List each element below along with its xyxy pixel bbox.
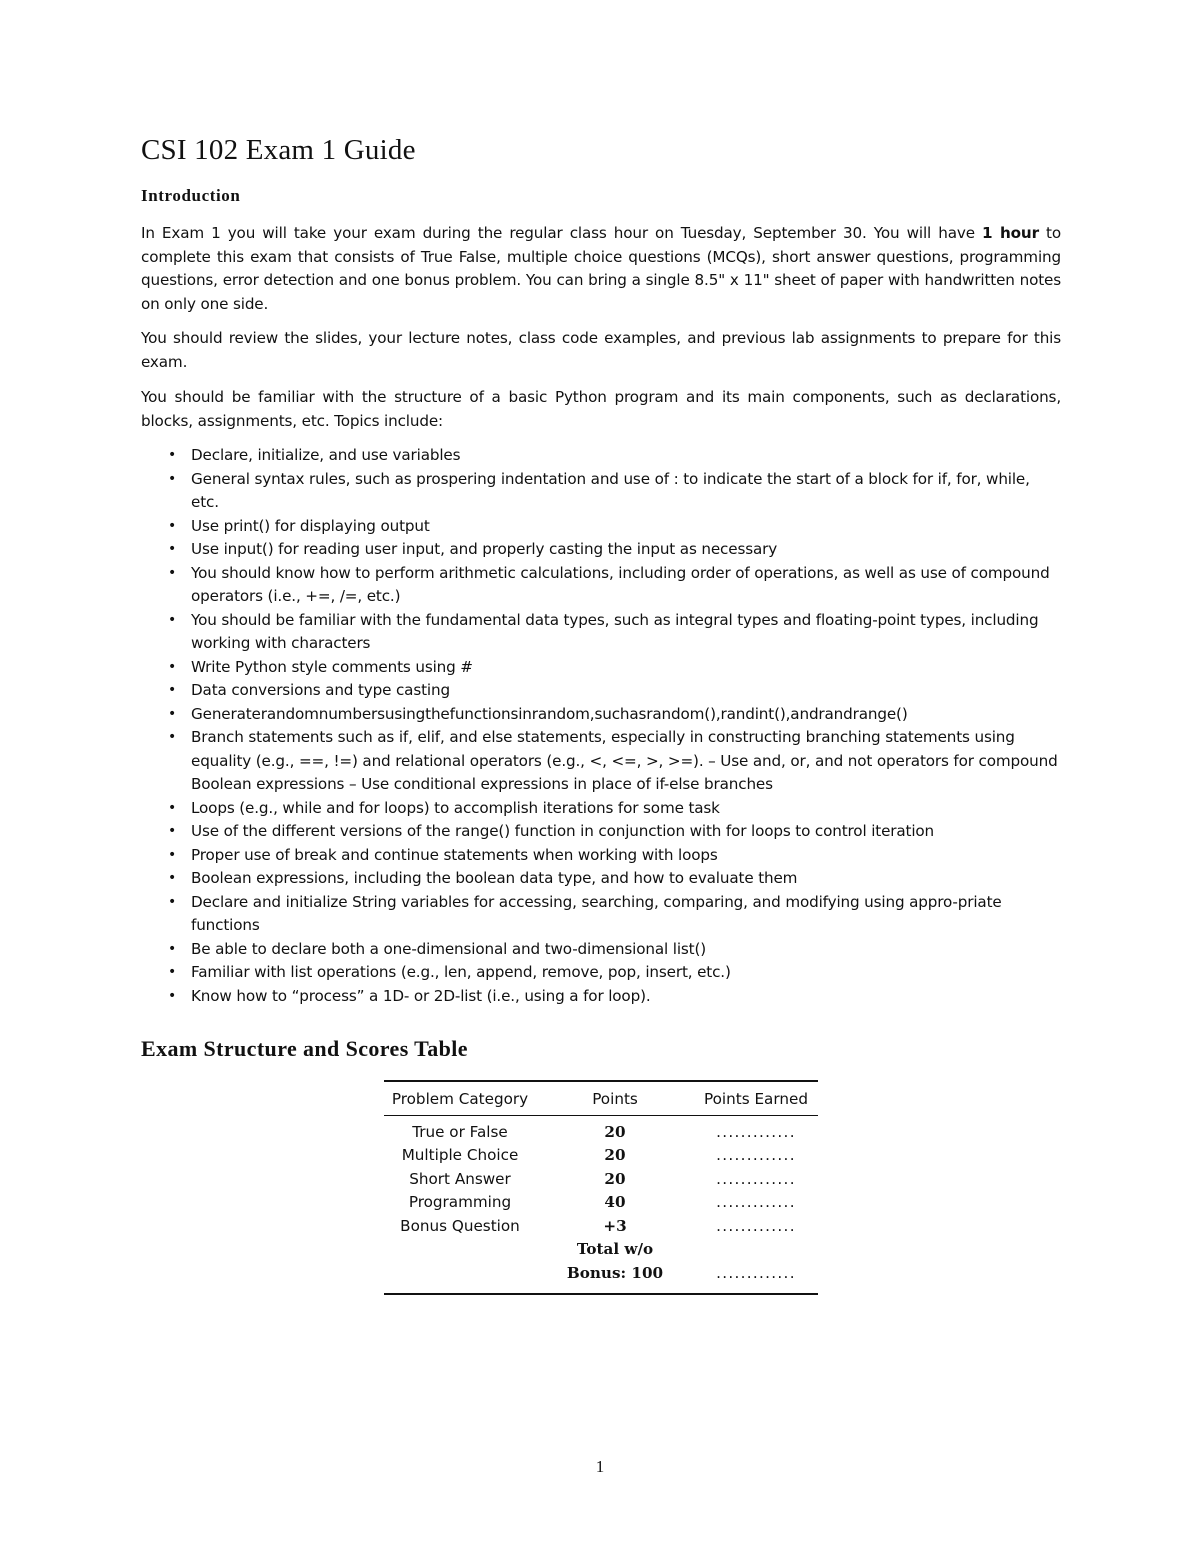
bullet-icon: • (168, 541, 177, 557)
topic-text: Proper use of break and continue statements when working with loops (191, 845, 718, 864)
table-header-row (384, 1081, 818, 1116)
bullet-icon: • (168, 705, 177, 722)
topic-text: Write Python style comments using # (191, 657, 473, 676)
table-row (384, 1167, 818, 1191)
topic-item (141, 703, 1061, 727)
empty-cell (384, 1261, 536, 1294)
bullet-icon: • (168, 823, 177, 839)
column-header-earned: Points Earned (694, 1081, 818, 1116)
topic-text: Generaterandomnumbersusingthefunctionsinrandom,suchasrandom(),randint(),andrandrange() (191, 704, 908, 723)
topic-item (141, 468, 1061, 515)
category-cell: Programming (408, 1193, 512, 1212)
category-cell: Multiple Choice (401, 1146, 519, 1165)
topic-text: Declare, initialize, and use variables (191, 446, 461, 464)
total-label-cell: Total w/o (576, 1240, 654, 1259)
page-number: 1 (595, 1457, 605, 1476)
column-header-category: Problem Category (384, 1081, 536, 1116)
points-cell: +3 (603, 1216, 627, 1235)
points-cell: 40 (604, 1193, 626, 1212)
topic-text: Branch statements such as if, elif, and else statements, especially in constructing branching statements using equality (e.g., ==, !=) and relational operators (e.g., <, <=, >, >=). – Use and, or, and not operators for compound Boolean expressions – Use conditional expressions in place of if-else branches (191, 728, 1058, 793)
earned-cell: ............. (716, 1193, 796, 1212)
introduction-heading: Introduction (141, 186, 241, 205)
topic-text: General syntax rules, such as prospering indentation and use of : to indicate the start of a block for if, for, while, etc. (191, 469, 1030, 511)
topic-item (141, 515, 1061, 539)
intro-paragraph (141, 222, 1061, 316)
topic-text: Be able to declare both a one-dimensional and two-dimensional list() (191, 939, 707, 958)
bullet-icon: • (168, 658, 177, 675)
bullet-icon: • (168, 470, 177, 487)
bullet-icon: • (168, 964, 177, 980)
topic-item (141, 562, 1061, 609)
earned-cell: ............. (716, 1216, 796, 1235)
earned-cell: ............. (716, 1169, 796, 1188)
category-cell: Bonus Question (400, 1216, 520, 1235)
topic-text: You should be familiar with the fundamental data types, such as integral types and floating-point types, including working with characters (191, 610, 1039, 652)
topic-item (141, 609, 1061, 656)
bullet-icon: • (168, 870, 177, 886)
empty-cell (384, 1238, 536, 1262)
bullet-icon: • (168, 940, 177, 957)
earned-cell: ............. (716, 1146, 796, 1165)
topic-text: Use of the different versions of the range() function in conjunction with for loops to control iteration (191, 822, 935, 840)
table-row-total-label (384, 1238, 818, 1262)
table-row-total (384, 1261, 818, 1294)
topic-item (141, 797, 1061, 821)
bullet-icon: • (168, 517, 177, 534)
review-paragraph: You should review the slides, your lecture notes, class code examples, and previous lab assignments to prepare for this exam. (141, 329, 1061, 371)
topic-text: Boolean expressions, including the boolean data type, and how to evaluate them (191, 869, 798, 887)
table-row (384, 1214, 818, 1238)
section-title: Exam Structure and Scores Table (141, 1036, 468, 1061)
bullet-icon: • (168, 611, 177, 628)
column-header-points: Points (536, 1081, 694, 1116)
scores-table (384, 1080, 818, 1295)
topic-item (141, 867, 1061, 891)
points-cell: 20 (604, 1122, 626, 1141)
bullet-icon: • (168, 987, 177, 1004)
intro-text-part2: to complete this exam that consists of True False, multiple choice questions (MCQs), short answer questions, programming questions, error detection and one bonus problem. You can bring a single 8.5" x 11" sheet of paper with handwritten notes on only one side. (141, 224, 1061, 313)
topic-item (141, 844, 1061, 868)
topic-text: Familiar with list operations (e.g., len, append, remove, pop, insert, etc.) (191, 963, 731, 981)
total-earned-cell: ............. (716, 1263, 796, 1282)
points-cell: 20 (604, 1146, 626, 1165)
category-cell: Short Answer (409, 1169, 511, 1188)
bullet-icon: • (168, 799, 177, 816)
bullet-icon: • (168, 447, 177, 463)
topic-item (141, 961, 1061, 985)
topic-item (141, 820, 1061, 844)
topic-text: Declare and initialize String variables for accessing, searching, comparing, and modifying using appro-priate functions (191, 892, 1002, 934)
earned-cell: ............. (716, 1122, 796, 1141)
category-cell: True or False (412, 1122, 508, 1141)
topics-list (141, 444, 1061, 1008)
topic-text: Loops (e.g., while and for loops) to accomplish iterations for some task (191, 798, 720, 817)
topic-item (141, 938, 1061, 962)
topic-item (141, 679, 1061, 703)
bullet-icon: • (168, 846, 177, 863)
bullet-icon: • (168, 682, 177, 698)
bullet-icon: • (168, 564, 177, 581)
topic-item (141, 538, 1061, 562)
structure-paragraph: You should be familiar with the structure of a basic Python program and its main components, such as declarations, blocks, assignments, etc. Topics include: (141, 388, 1061, 430)
empty-cell (694, 1238, 818, 1262)
topic-item (141, 444, 1061, 468)
table-row (384, 1116, 818, 1144)
table-row (384, 1144, 818, 1168)
topic-item (141, 656, 1061, 680)
intro-text-part1: In Exam 1 you will take your exam during the regular class hour on Tuesday, September 30. You will have (141, 224, 982, 242)
points-cell: 20 (604, 1169, 626, 1188)
bullet-icon: • (168, 893, 177, 910)
document-title: CSI 102 Exam 1 Guide (141, 134, 416, 166)
topic-text: Use input() for reading user input, and properly casting the input as necessary (191, 540, 778, 558)
bullet-icon: • (168, 729, 177, 745)
topic-text: You should know how to perform arithmetic calculations, including order of operations, as well as use of compound operators (i.e., +=, /=, etc.) (191, 563, 1050, 605)
total-value-cell: Bonus: 100 (566, 1263, 664, 1282)
topic-item (141, 726, 1061, 797)
topic-item (141, 985, 1061, 1009)
topic-text: Data conversions and type casting (191, 681, 450, 699)
intro-bold-duration: 1 hour (982, 224, 1039, 242)
topic-item (141, 891, 1061, 938)
topic-text: Know how to “process” a 1D- or 2D-list (i.e., using a for loop). (191, 986, 651, 1005)
topic-text: Use print() for displaying output (191, 516, 430, 535)
table-row (384, 1191, 818, 1215)
